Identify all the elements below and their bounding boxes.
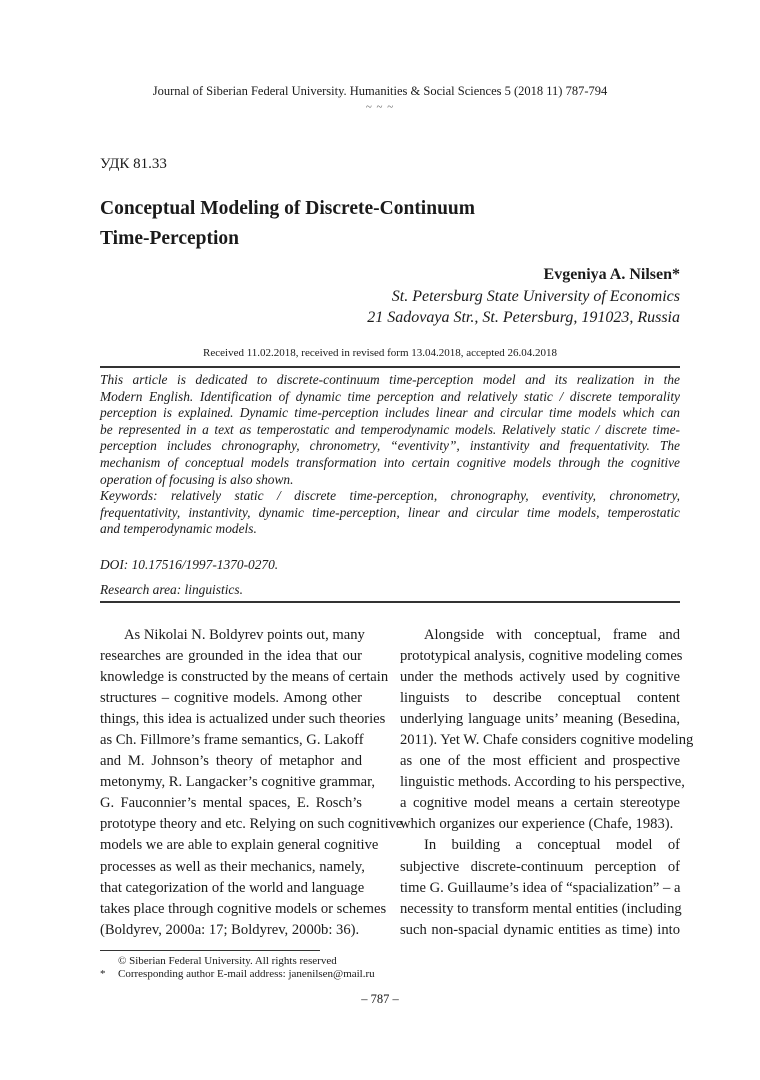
footnote-divider xyxy=(100,950,320,951)
text-line: necessity to transform mental entities (including xyxy=(400,900,682,917)
text-line: G. Fauconnier’s mental spaces, E. Rosch’s xyxy=(100,795,362,812)
text-line: subjective discrete-continuum perception of xyxy=(400,858,680,875)
text-line: knowledge is constructed by the means of certain xyxy=(100,669,389,686)
text-line: processes as well as their mechanics, namely, xyxy=(100,858,365,875)
abstract xyxy=(100,372,680,488)
journal-header: Journal of Siberian Federal University. Humanities & Social Sciences 5 (2018 11) 787-794 xyxy=(152,84,608,98)
doi: DOI: 10.17516/1997-1370-0270. xyxy=(100,557,279,572)
affiliation-institution: St. Petersburg State University of Economics xyxy=(391,288,680,305)
title-line: Time-Perception xyxy=(100,228,239,249)
text-line: that categorization of the world and language xyxy=(100,879,365,896)
author-name: Evgeniya A. Nilsen* xyxy=(543,266,680,283)
footnote-corresponding xyxy=(100,968,375,980)
text-line: underlying language units’ meaning (Besedina, xyxy=(400,711,680,728)
text-line: operation of focusing is also shown. xyxy=(100,471,294,487)
text-line: researches are grounded in the idea that our xyxy=(100,648,362,665)
text-line: (Boldyrev, 2000a: 17; Boldyrev, 2000b: 36). xyxy=(100,921,360,938)
text-line: mechanism of conceptual models transformation into certain cognitive models through the cognitive xyxy=(100,454,680,470)
text-line: In building a conceptual model of xyxy=(424,837,680,854)
article-title xyxy=(100,194,475,254)
text-line: frequentativity, instantivity, dynamic time-perception, linear and circular time models, temperostatic xyxy=(100,504,680,520)
footnote-marker: * xyxy=(100,968,106,980)
text-line: This article is dedicated to discrete-continuum time-perception model and its realization in the xyxy=(100,372,680,387)
text-line: as one of the most efficient and prospective xyxy=(400,753,680,770)
header-ornament: ~ ~ ~ xyxy=(365,101,395,113)
divider xyxy=(100,366,680,368)
text-line: linguistic methods. According to his perspective, xyxy=(400,774,685,791)
text-line: structures – cognitive models. Among other xyxy=(100,690,362,707)
text-line: Modern English. Identification of dynamic time perception and relatively static / discrete temporality xyxy=(100,388,680,404)
affiliation-address: 21 Sadovaya Str., St. Petersburg, 191023, Russia xyxy=(367,309,680,326)
text-line: metonymy, R. Langacker’s cognitive grammar, xyxy=(100,774,375,791)
paragraph xyxy=(400,625,694,835)
text-line: such non-spacial dynamic entities as time) into xyxy=(400,921,680,938)
title-line: Conceptual Modeling of Discrete-Continuum xyxy=(100,198,476,219)
text-line: Keywords: relatively static / discrete time-perception, chronography, eventivity, chronometry, xyxy=(100,488,680,503)
text-line: things, this idea is actualized under such theories xyxy=(100,711,386,728)
text-line: perception is explained. Dynamic time-perception includes linear and circular time models which can xyxy=(100,405,680,421)
udc-code: УДК 81.33 xyxy=(100,156,167,172)
research-area: Research area: linguistics. xyxy=(100,582,243,597)
text-line: and temperodynamic models. xyxy=(100,521,257,537)
text-line: be represented in a text as temperostatic and temperodynamic models. Relatively static / discrete time- xyxy=(100,421,680,437)
text-line: 2011). Yet W. Chafe considers cognitive modeling xyxy=(400,732,694,749)
text-line: as Ch. Fillmore’s frame semantics, G. Lakoff xyxy=(100,732,364,749)
text-line: prototype theory and etc. Relying on such cognitive xyxy=(100,816,403,833)
body-column-right xyxy=(400,625,694,941)
page-number: – 787 – xyxy=(361,992,399,1006)
text-line: a cognitive model means a certain stereotype xyxy=(400,795,680,812)
corresponding-email: Corresponding author E-mail address: janenilsen@mail.ru xyxy=(118,968,375,980)
text-line: which organizes our experience (Chafe, 1983). xyxy=(400,816,674,833)
keywords xyxy=(100,488,680,538)
text-line: and M. Johnson’s theory of metaphor and xyxy=(100,753,362,770)
received-dates: Received 11.02.2018, received in revised form 13.04.2018, accepted 26.04.2018 xyxy=(203,347,557,359)
divider xyxy=(100,601,680,603)
text-line: takes place through cognitive models or schemes xyxy=(100,900,387,917)
text-line: time G. Guillaume’s idea of “spacialization” – a xyxy=(400,879,681,896)
text-line: perception includes chronography, chronometry, “eventivity”, instantivity and frequentativity. The xyxy=(100,438,680,454)
text-line: Alongside with conceptual, frame and xyxy=(424,627,680,643)
text-line: prototypical analysis, cognitive modeling comes xyxy=(400,648,683,665)
paragraph xyxy=(100,625,403,941)
text-line: As Nikolai N. Boldyrev points out, many xyxy=(124,627,365,643)
footnote-copyright: © Siberian Federal University. All rights reserved xyxy=(118,955,337,967)
text-line: models we are able to explain general cognitive xyxy=(100,837,379,854)
body-column-left xyxy=(100,625,403,941)
text-line: linguists to describe conceptual content xyxy=(400,690,680,707)
text-line: under the methods actively used by cognitive xyxy=(400,669,680,686)
paragraph xyxy=(400,835,680,940)
